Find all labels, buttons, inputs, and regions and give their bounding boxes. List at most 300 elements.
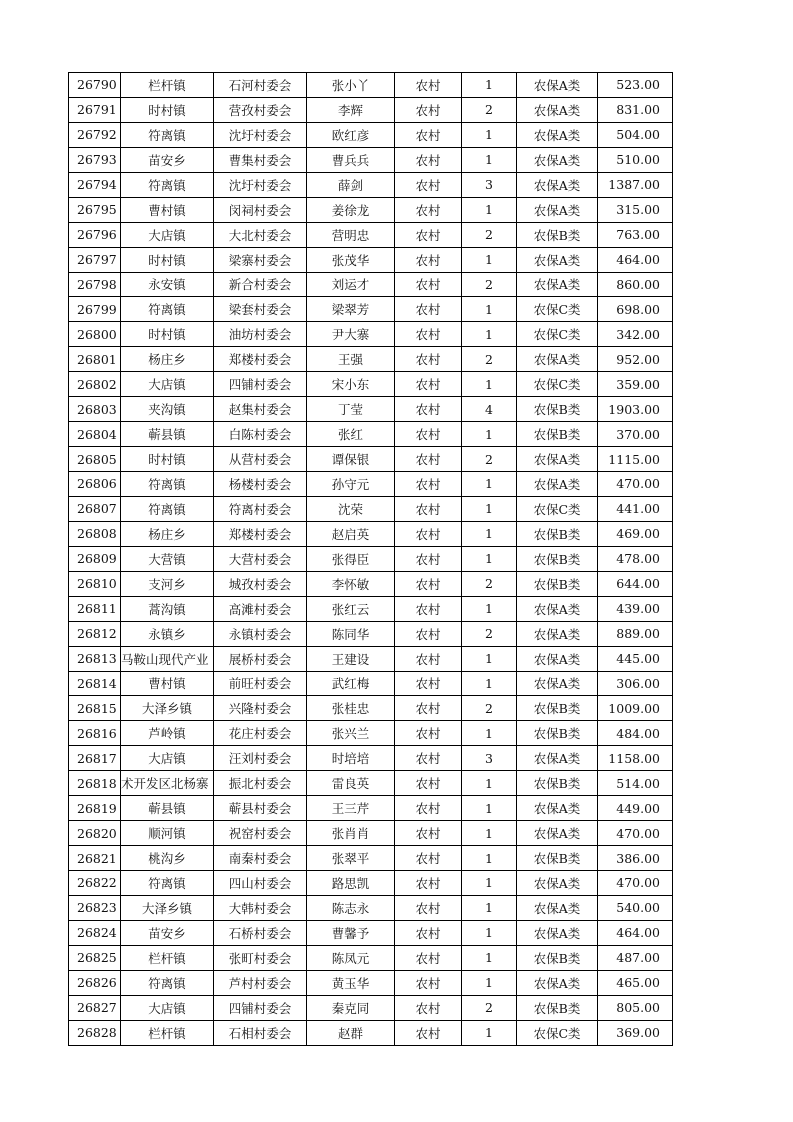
- village-committee-cell: 汪刘村委会: [214, 746, 307, 771]
- household-count-cell: 1: [462, 147, 517, 172]
- village-committee-cell: 兴隆村委会: [214, 696, 307, 721]
- village-committee-cell: 四山村委会: [214, 871, 307, 896]
- record-id-cell: 26814: [69, 671, 121, 696]
- town-cell: 栏杆镇: [121, 73, 214, 98]
- town-cell: 顺河镇: [121, 821, 214, 846]
- amount-cell: 952.00: [598, 347, 673, 372]
- amount-cell: 805.00: [598, 995, 673, 1020]
- table-row: [69, 671, 673, 696]
- person-name-cell: 张桂忠: [307, 696, 395, 721]
- insurance-category-cell: 农保B类: [517, 397, 598, 422]
- household-count-cell: 1: [462, 871, 517, 896]
- town-cell: 曹村镇: [121, 197, 214, 222]
- town-cell: 符离镇: [121, 871, 214, 896]
- table-row: [69, 746, 673, 771]
- insurance-category-cell: 农保B类: [517, 846, 598, 871]
- person-name-cell: 张兴兰: [307, 721, 395, 746]
- household-count-cell: 1: [462, 1020, 517, 1045]
- amount-cell: 441.00: [598, 496, 673, 521]
- record-id-cell: 26817: [69, 746, 121, 771]
- person-name-cell: 营明忠: [307, 222, 395, 247]
- record-id-cell: 26812: [69, 621, 121, 646]
- town-cell: 大店镇: [121, 746, 214, 771]
- person-name-cell: 武红梅: [307, 671, 395, 696]
- person-name-cell: 李怀敏: [307, 571, 395, 596]
- household-count-cell: 1: [462, 846, 517, 871]
- amount-cell: 514.00: [598, 771, 673, 796]
- person-name-cell: 秦克同: [307, 995, 395, 1020]
- household-count-cell: 2: [462, 995, 517, 1020]
- amount-cell: 470.00: [598, 472, 673, 497]
- table-row: [69, 796, 673, 821]
- village-committee-cell: 营孜村委会: [214, 97, 307, 122]
- household-count-cell: 1: [462, 895, 517, 920]
- household-count-cell: 1: [462, 771, 517, 796]
- insurance-category-cell: 农保A类: [517, 746, 598, 771]
- table-row: [69, 97, 673, 122]
- area-type-cell: 农村: [395, 571, 462, 596]
- record-id-cell: 26826: [69, 970, 121, 995]
- area-type-cell: 农村: [395, 222, 462, 247]
- area-type-cell: 农村: [395, 546, 462, 571]
- amount-cell: 523.00: [598, 73, 673, 98]
- record-id-cell: 26821: [69, 846, 121, 871]
- insurance-category-cell: 农保B类: [517, 995, 598, 1020]
- town-cell: 栏杆镇: [121, 1020, 214, 1045]
- town-cell: 符离镇: [121, 297, 214, 322]
- village-committee-cell: 芦村村委会: [214, 970, 307, 995]
- village-committee-cell: 从营村委会: [214, 447, 307, 472]
- area-type-cell: 农村: [395, 771, 462, 796]
- insurance-category-cell: 农保A类: [517, 272, 598, 297]
- amount-cell: 1903.00: [598, 397, 673, 422]
- table-row: [69, 696, 673, 721]
- person-name-cell: 赵群: [307, 1020, 395, 1045]
- village-committee-cell: 大营村委会: [214, 546, 307, 571]
- insurance-category-cell: 农保B类: [517, 696, 598, 721]
- amount-cell: 487.00: [598, 945, 673, 970]
- insurance-category-cell: 农保A类: [517, 172, 598, 197]
- insurance-category-cell: 农保C类: [517, 322, 598, 347]
- table-row: [69, 422, 673, 447]
- amount-cell: 439.00: [598, 596, 673, 621]
- area-type-cell: 农村: [395, 172, 462, 197]
- insurance-category-cell: 农保B类: [517, 521, 598, 546]
- table-row: [69, 272, 673, 297]
- village-committee-cell: 前旺村委会: [214, 671, 307, 696]
- amount-cell: 449.00: [598, 796, 673, 821]
- village-committee-cell: 南秦村委会: [214, 846, 307, 871]
- household-count-cell: 1: [462, 372, 517, 397]
- table-row: [69, 596, 673, 621]
- area-type-cell: 农村: [395, 696, 462, 721]
- household-count-cell: 1: [462, 422, 517, 447]
- insurance-category-cell: 农保A类: [517, 596, 598, 621]
- village-committee-cell: 四铺村委会: [214, 372, 307, 397]
- area-type-cell: 农村: [395, 73, 462, 98]
- person-name-cell: 沈荣: [307, 496, 395, 521]
- person-name-cell: 宋小东: [307, 372, 395, 397]
- record-id-cell: 26800: [69, 322, 121, 347]
- record-id-cell: 26811: [69, 596, 121, 621]
- amount-cell: 478.00: [598, 546, 673, 571]
- village-committee-cell: 城孜村委会: [214, 571, 307, 596]
- amount-cell: 315.00: [598, 197, 673, 222]
- village-committee-cell: 新合村委会: [214, 272, 307, 297]
- area-type-cell: 农村: [395, 871, 462, 896]
- insurance-category-cell: 农保A类: [517, 646, 598, 671]
- record-id-cell: 26795: [69, 197, 121, 222]
- table-row: [69, 222, 673, 247]
- amount-cell: 1387.00: [598, 172, 673, 197]
- insurance-category-cell: 农保A类: [517, 147, 598, 172]
- village-committee-cell: 赵集村委会: [214, 397, 307, 422]
- town-cell: 苗安乡: [121, 920, 214, 945]
- village-committee-cell: 郑楼村委会: [214, 347, 307, 372]
- insurance-category-cell: 农保A类: [517, 472, 598, 497]
- village-committee-cell: 梁套村委会: [214, 297, 307, 322]
- table-row: [69, 895, 673, 920]
- town-cell: 桃沟乡: [121, 846, 214, 871]
- person-name-cell: 张肖肖: [307, 821, 395, 846]
- area-type-cell: 农村: [395, 521, 462, 546]
- area-type-cell: 农村: [395, 297, 462, 322]
- record-id-cell: 26796: [69, 222, 121, 247]
- household-count-cell: 4: [462, 397, 517, 422]
- record-id-cell: 26791: [69, 97, 121, 122]
- person-name-cell: 黄玉华: [307, 970, 395, 995]
- insurance-category-cell: 农保A类: [517, 122, 598, 147]
- household-count-cell: 1: [462, 297, 517, 322]
- area-type-cell: 农村: [395, 796, 462, 821]
- village-committee-cell: 展桥村委会: [214, 646, 307, 671]
- household-count-cell: 1: [462, 970, 517, 995]
- household-count-cell: 3: [462, 746, 517, 771]
- village-committee-cell: 曹集村委会: [214, 147, 307, 172]
- table-row: [69, 472, 673, 497]
- amount-cell: 1158.00: [598, 746, 673, 771]
- village-committee-cell: 石相村委会: [214, 1020, 307, 1045]
- person-name-cell: 曹馨予: [307, 920, 395, 945]
- table-row: [69, 297, 673, 322]
- household-count-cell: 1: [462, 821, 517, 846]
- insurance-category-cell: 农保A类: [517, 920, 598, 945]
- amount-cell: 386.00: [598, 846, 673, 871]
- town-cell: 蕲县镇: [121, 422, 214, 447]
- amount-cell: 306.00: [598, 671, 673, 696]
- town-cell: 永安镇: [121, 272, 214, 297]
- area-type-cell: 农村: [395, 472, 462, 497]
- area-type-cell: 农村: [395, 372, 462, 397]
- record-id-cell: 26802: [69, 372, 121, 397]
- person-name-cell: 丁莹: [307, 397, 395, 422]
- household-count-cell: 1: [462, 796, 517, 821]
- person-name-cell: 李辉: [307, 97, 395, 122]
- town-cell: 马鞍山现代产业: [121, 646, 214, 671]
- area-type-cell: 农村: [395, 397, 462, 422]
- insurance-category-cell: 农保A类: [517, 871, 598, 896]
- insurance-category-cell: 农保A类: [517, 621, 598, 646]
- town-cell: 时村镇: [121, 322, 214, 347]
- amount-cell: 484.00: [598, 721, 673, 746]
- insurance-category-cell: 农保A类: [517, 73, 598, 98]
- town-cell: 时村镇: [121, 447, 214, 472]
- insurance-category-cell: 农保A类: [517, 197, 598, 222]
- person-name-cell: 雷良英: [307, 771, 395, 796]
- table-row: [69, 646, 673, 671]
- amount-cell: 342.00: [598, 322, 673, 347]
- area-type-cell: 农村: [395, 97, 462, 122]
- person-name-cell: 陈凤元: [307, 945, 395, 970]
- insurance-category-cell: 农保C类: [517, 297, 598, 322]
- town-cell: 杨庄乡: [121, 347, 214, 372]
- table-row: [69, 771, 673, 796]
- area-type-cell: 农村: [395, 646, 462, 671]
- person-name-cell: 张茂华: [307, 247, 395, 272]
- record-id-cell: 26810: [69, 571, 121, 596]
- insurance-category-cell: 农保B类: [517, 546, 598, 571]
- household-count-cell: 1: [462, 122, 517, 147]
- village-committee-cell: 花庄村委会: [214, 721, 307, 746]
- record-id-cell: 26801: [69, 347, 121, 372]
- amount-cell: 698.00: [598, 297, 673, 322]
- insurance-category-cell: 农保A类: [517, 97, 598, 122]
- amount-cell: 540.00: [598, 895, 673, 920]
- insurance-category-cell: 农保B类: [517, 422, 598, 447]
- household-count-cell: 2: [462, 621, 517, 646]
- insurance-category-cell: 农保B类: [517, 945, 598, 970]
- insurance-category-cell: 农保A类: [517, 970, 598, 995]
- person-name-cell: 张翠平: [307, 846, 395, 871]
- village-committee-cell: 振北村委会: [214, 771, 307, 796]
- amount-cell: 831.00: [598, 97, 673, 122]
- person-name-cell: 孙守元: [307, 472, 395, 497]
- table-row: [69, 172, 673, 197]
- record-id-cell: 26790: [69, 73, 121, 98]
- area-type-cell: 农村: [395, 247, 462, 272]
- table-row: [69, 995, 673, 1020]
- record-id-cell: 26809: [69, 546, 121, 571]
- insurance-category-cell: 农保C类: [517, 496, 598, 521]
- amount-cell: 1115.00: [598, 447, 673, 472]
- amount-cell: 510.00: [598, 147, 673, 172]
- table-row: [69, 721, 673, 746]
- person-name-cell: 尹大寨: [307, 322, 395, 347]
- amount-cell: 470.00: [598, 871, 673, 896]
- area-type-cell: 农村: [395, 272, 462, 297]
- table-row: [69, 920, 673, 945]
- area-type-cell: 农村: [395, 496, 462, 521]
- table-row: [69, 945, 673, 970]
- household-count-cell: 1: [462, 920, 517, 945]
- amount-cell: 464.00: [598, 920, 673, 945]
- record-id-cell: 26824: [69, 920, 121, 945]
- person-name-cell: 陈同华: [307, 621, 395, 646]
- town-cell: 大泽乡镇: [121, 895, 214, 920]
- household-count-cell: 1: [462, 247, 517, 272]
- insurance-category-cell: 农保A类: [517, 347, 598, 372]
- record-id-cell: 26825: [69, 945, 121, 970]
- table-row: [69, 621, 673, 646]
- household-count-cell: 1: [462, 322, 517, 347]
- area-type-cell: 农村: [395, 920, 462, 945]
- village-committee-cell: 杨楼村委会: [214, 472, 307, 497]
- area-type-cell: 农村: [395, 122, 462, 147]
- amount-cell: 465.00: [598, 970, 673, 995]
- table-row: [69, 821, 673, 846]
- amount-cell: 369.00: [598, 1020, 673, 1045]
- insurance-category-cell: 农保A类: [517, 895, 598, 920]
- insurance-category-cell: 农保C类: [517, 372, 598, 397]
- person-name-cell: 张小丫: [307, 73, 395, 98]
- area-type-cell: 农村: [395, 846, 462, 871]
- record-id-cell: 26827: [69, 995, 121, 1020]
- household-count-cell: 1: [462, 721, 517, 746]
- area-type-cell: 农村: [395, 1020, 462, 1045]
- table-row: [69, 970, 673, 995]
- village-committee-cell: 大北村委会: [214, 222, 307, 247]
- person-name-cell: 王强: [307, 347, 395, 372]
- household-count-cell: 2: [462, 696, 517, 721]
- town-cell: 苗安乡: [121, 147, 214, 172]
- record-id-cell: 26803: [69, 397, 121, 422]
- household-count-cell: 2: [462, 571, 517, 596]
- household-count-cell: 2: [462, 347, 517, 372]
- insurance-category-cell: 农保B类: [517, 771, 598, 796]
- town-cell: 时村镇: [121, 97, 214, 122]
- village-committee-cell: 石河村委会: [214, 73, 307, 98]
- person-name-cell: 王建设: [307, 646, 395, 671]
- area-type-cell: 农村: [395, 895, 462, 920]
- town-cell: 符离镇: [121, 970, 214, 995]
- area-type-cell: 农村: [395, 821, 462, 846]
- household-count-cell: 2: [462, 272, 517, 297]
- household-count-cell: 1: [462, 945, 517, 970]
- record-id-cell: 26793: [69, 147, 121, 172]
- amount-cell: 470.00: [598, 821, 673, 846]
- record-id-cell: 26815: [69, 696, 121, 721]
- table-row: [69, 197, 673, 222]
- area-type-cell: 农村: [395, 671, 462, 696]
- person-name-cell: 欧红彦: [307, 122, 395, 147]
- household-count-cell: 1: [462, 596, 517, 621]
- person-name-cell: 时培培: [307, 746, 395, 771]
- person-name-cell: 薛剑: [307, 172, 395, 197]
- table-row: [69, 247, 673, 272]
- village-committee-cell: 蕲县村委会: [214, 796, 307, 821]
- person-name-cell: 路思凯: [307, 871, 395, 896]
- household-count-cell: 2: [462, 447, 517, 472]
- town-cell: 术开发区北杨寨: [121, 771, 214, 796]
- town-cell: 符离镇: [121, 496, 214, 521]
- table-row: [69, 372, 673, 397]
- household-count-cell: 1: [462, 73, 517, 98]
- household-count-cell: 1: [462, 646, 517, 671]
- area-type-cell: 农村: [395, 347, 462, 372]
- village-committee-cell: 石桥村委会: [214, 920, 307, 945]
- area-type-cell: 农村: [395, 621, 462, 646]
- household-count-cell: 1: [462, 671, 517, 696]
- area-type-cell: 农村: [395, 322, 462, 347]
- person-name-cell: 张红: [307, 422, 395, 447]
- village-committee-cell: 张町村委会: [214, 945, 307, 970]
- record-id-cell: 26822: [69, 871, 121, 896]
- table-row: [69, 1020, 673, 1045]
- town-cell: 符离镇: [121, 472, 214, 497]
- record-id-cell: 26828: [69, 1020, 121, 1045]
- amount-cell: 469.00: [598, 521, 673, 546]
- amount-cell: 464.00: [598, 247, 673, 272]
- record-id-cell: 26820: [69, 821, 121, 846]
- record-id-cell: 26805: [69, 447, 121, 472]
- table-row: [69, 496, 673, 521]
- insurance-category-cell: 农保B类: [517, 222, 598, 247]
- village-committee-cell: 符离村委会: [214, 496, 307, 521]
- village-committee-cell: 永镇村委会: [214, 621, 307, 646]
- record-id-cell: 26798: [69, 272, 121, 297]
- person-name-cell: 赵启英: [307, 521, 395, 546]
- record-id-cell: 26806: [69, 472, 121, 497]
- insurance-category-cell: 农保A类: [517, 447, 598, 472]
- amount-cell: 889.00: [598, 621, 673, 646]
- person-name-cell: 梁翠芳: [307, 297, 395, 322]
- area-type-cell: 农村: [395, 945, 462, 970]
- person-name-cell: 曹兵兵: [307, 147, 395, 172]
- household-count-cell: 1: [462, 496, 517, 521]
- person-name-cell: 陈志永: [307, 895, 395, 920]
- area-type-cell: 农村: [395, 746, 462, 771]
- area-type-cell: 农村: [395, 596, 462, 621]
- data-table: [68, 72, 673, 1046]
- record-id-cell: 26819: [69, 796, 121, 821]
- town-cell: 大店镇: [121, 372, 214, 397]
- town-cell: 栏杆镇: [121, 945, 214, 970]
- town-cell: 大店镇: [121, 995, 214, 1020]
- town-cell: 芦岭镇: [121, 721, 214, 746]
- area-type-cell: 农村: [395, 970, 462, 995]
- village-committee-cell: 闵祠村委会: [214, 197, 307, 222]
- table-row: [69, 147, 673, 172]
- insurance-category-cell: 农保A类: [517, 247, 598, 272]
- table-row: [69, 521, 673, 546]
- village-committee-cell: 梁寨村委会: [214, 247, 307, 272]
- village-committee-cell: 高滩村委会: [214, 596, 307, 621]
- town-cell: 夹沟镇: [121, 397, 214, 422]
- table-row: [69, 322, 673, 347]
- person-name-cell: 谭保银: [307, 447, 395, 472]
- insurance-category-cell: 农保B类: [517, 571, 598, 596]
- amount-cell: 763.00: [598, 222, 673, 247]
- household-count-cell: 3: [462, 172, 517, 197]
- household-count-cell: 2: [462, 97, 517, 122]
- town-cell: 永镇乡: [121, 621, 214, 646]
- amount-cell: 1009.00: [598, 696, 673, 721]
- town-cell: 蕲县镇: [121, 796, 214, 821]
- area-type-cell: 农村: [395, 197, 462, 222]
- household-count-cell: 1: [462, 197, 517, 222]
- town-cell: 时村镇: [121, 247, 214, 272]
- amount-cell: 359.00: [598, 372, 673, 397]
- village-committee-cell: 白陈村委会: [214, 422, 307, 447]
- amount-cell: 370.00: [598, 422, 673, 447]
- town-cell: 大店镇: [121, 222, 214, 247]
- table-row: [69, 122, 673, 147]
- record-id-cell: 26797: [69, 247, 121, 272]
- insurance-category-cell: 农保A类: [517, 821, 598, 846]
- town-cell: 大营镇: [121, 546, 214, 571]
- record-id-cell: 26799: [69, 297, 121, 322]
- area-type-cell: 农村: [395, 422, 462, 447]
